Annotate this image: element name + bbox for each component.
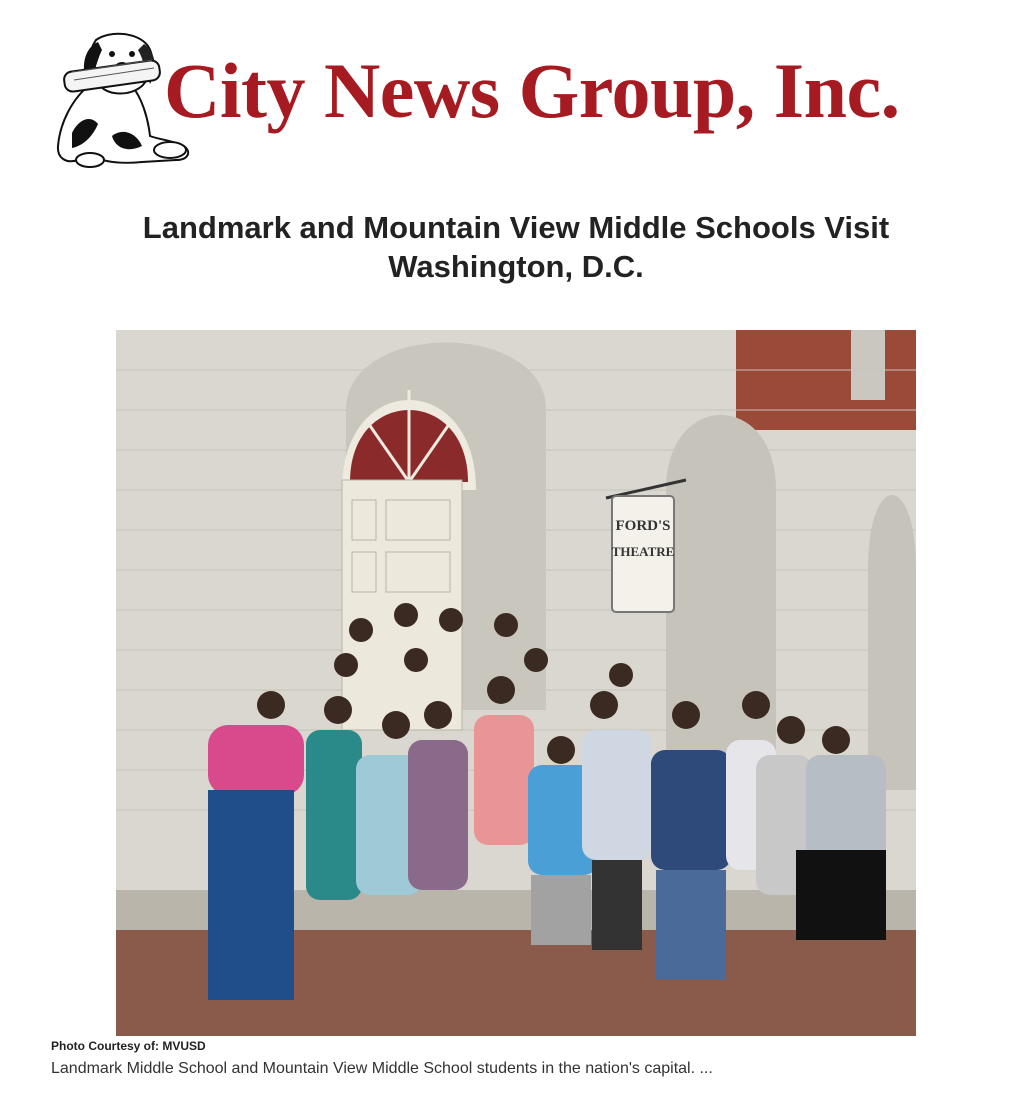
masthead [52, 28, 982, 174]
photo-illustration [116, 330, 916, 1036]
photo-caption: Landmark Middle School and Mountain View Middle School students in the nation's capital. ... [51, 1060, 713, 1077]
photo-credit: Photo Courtesy of: MVUSD [51, 1039, 206, 1053]
article-title: Landmark and Mountain View Middle Schools Visit Washington, D.C. [142, 210, 890, 284]
brand-name: City News Group, Inc. [164, 47, 900, 134]
sign-line-2: THEATRE [611, 544, 675, 559]
sign-line-1: FORD'S [615, 518, 671, 534]
article-photo [116, 330, 916, 1036]
